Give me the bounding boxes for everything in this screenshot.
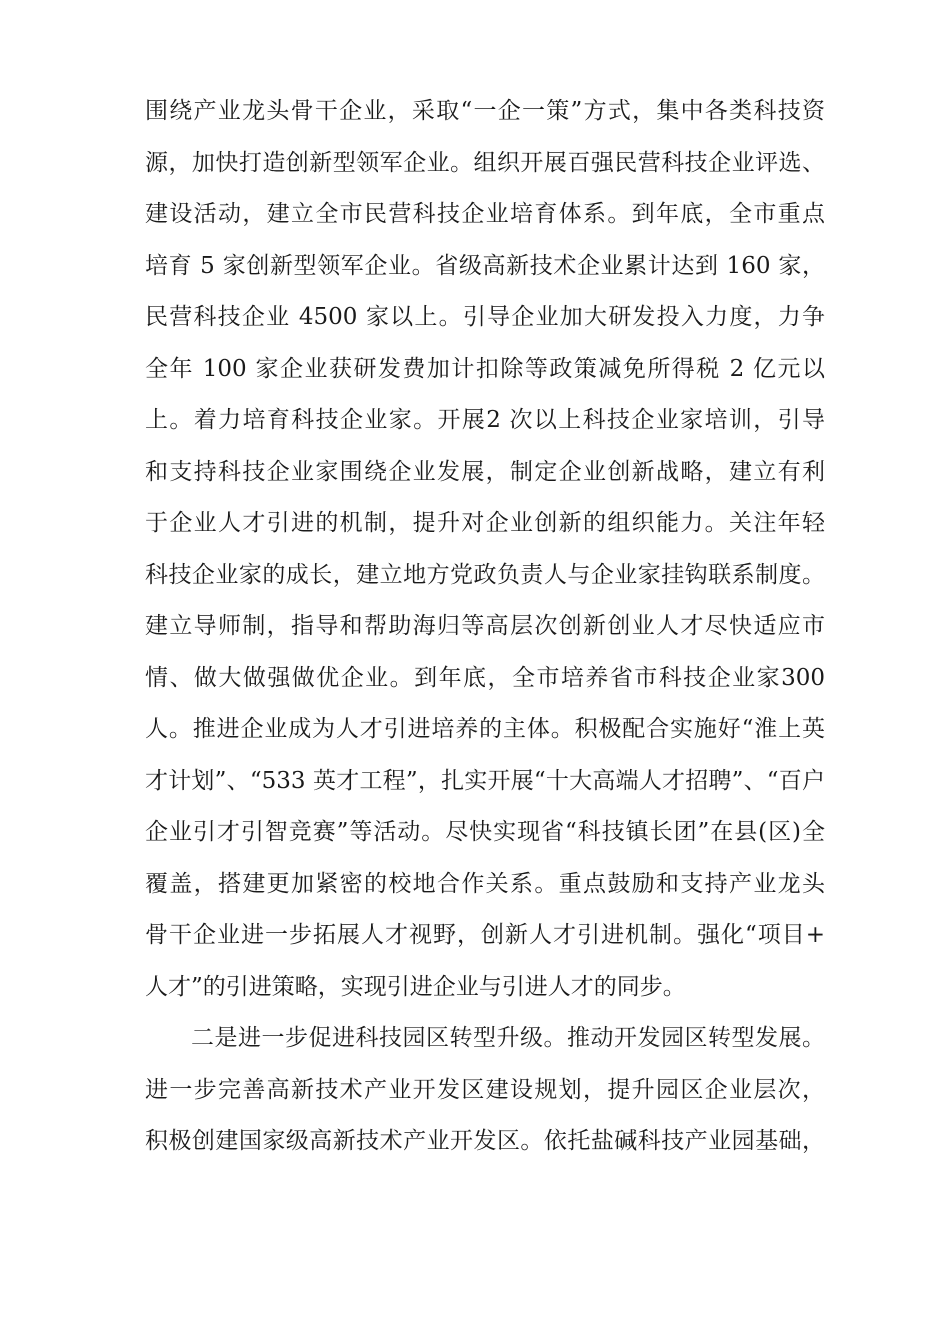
text-line: 积极创建国家级高新技术产业开发区。依托盐碱科技产业园基础，	[145, 1128, 825, 1154]
text-line: 骨干企业进一步拓展人才视野，创新人才引进机制。强化“项目+	[145, 922, 825, 948]
text-line: 建立导师制，指导和帮助海归等高层次创新创业人才尽快适应市	[145, 613, 825, 639]
text-line: 二是进一步促进科技园区转型升级。推动开发园区转型发展。	[191, 1025, 825, 1051]
text-line: 围绕产业龙头骨干企业，采取“一企一策”方式，集中各类科技资	[145, 98, 825, 124]
text-line: 和支持科技企业家围绕企业发展，制定企业创新战略，建立有利	[145, 458, 825, 485]
text-line: 于企业人才引进的机制，提升对企业创新的组织能力。关注年轻	[145, 510, 825, 536]
document-body	[145, 86, 825, 1168]
text-line: 才计划”、“533 英才工程”，扎实开展“十大高端人才招聘”、“百户	[145, 767, 825, 794]
text-line: 科技企业家的成长，建立地方党政负责人与企业家挂钩联系制度。	[145, 561, 825, 588]
text-line: 情、做大做强做优企业。到年底，全市培养省市科技企业家300	[145, 664, 825, 691]
paragraph-2	[145, 1013, 825, 1168]
text-line: 建设活动，建立全市民营科技企业培育体系。到年底，全市重点	[145, 201, 825, 227]
text-line: 人。推进企业成为人才引进培养的主体。积极配合实施好“淮上英	[145, 716, 825, 742]
paragraph-1	[145, 86, 825, 1013]
text-line: 培育 5 家创新型领军企业。省级高新技术企业累计达到 160 家，	[145, 252, 825, 279]
text-line: 企业引才引智竞赛”等活动。尽快实现省“科技镇长团”在县(区)全	[145, 819, 825, 845]
text-line: 全年 100 家企业获研发费加计扣除等政策减免所得税 2 亿元以	[145, 355, 825, 382]
text-line: 进一步完善高新技术产业开发区建设规划，提升园区企业层次，	[145, 1076, 825, 1103]
text-line: 上。着力培育科技企业家。开展2 次以上科技企业家培训，引导	[145, 407, 825, 433]
text-line: 人才”的引进策略，实现引进企业与引进人才的同步。	[145, 973, 686, 1000]
text-line: 覆盖，搭建更加紧密的校地合作关系。重点鼓励和支持产业龙头	[145, 870, 825, 897]
text-line: 源，加快打造创新型领军企业。组织开展百强民营科技企业评选、	[145, 149, 825, 176]
text-line: 民营科技企业 4500 家以上。引导企业加大研发投入力度，力争	[145, 304, 825, 330]
